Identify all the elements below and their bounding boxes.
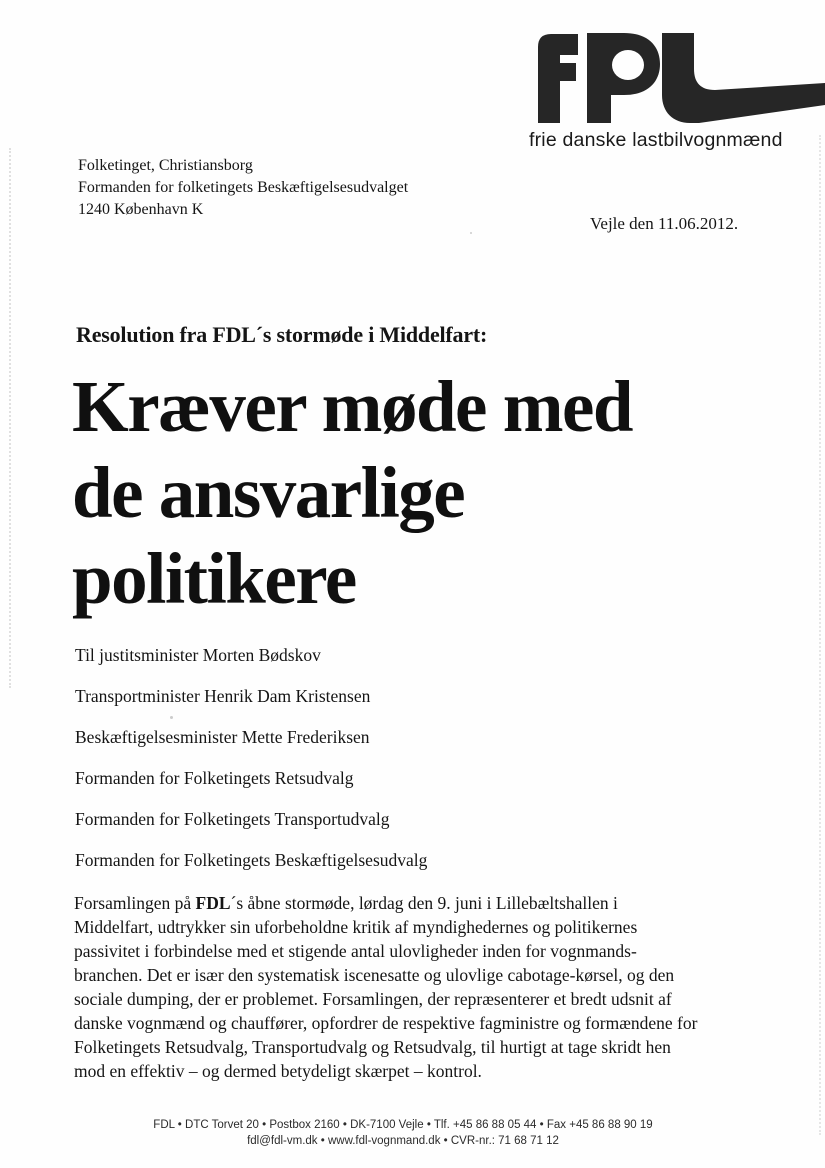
- fdl-logo: [527, 33, 825, 152]
- date-line: Vejle den 11.06.2012.: [590, 214, 739, 233]
- recipient-address-block: [78, 155, 408, 221]
- footer-line: FDL • DTC Torvet 20 • Postbox 2160 • DK-7100 Vejle • Tlf. +45 86 88 05 44 • Fax +45 86 88 90 19: [153, 1119, 653, 1131]
- main-headline: [72, 364, 632, 622]
- body-line: Middelfart, udtrykker sin uforbeholdne kritik af myndighedernes og politikernes: [74, 917, 638, 937]
- body-line: [74, 891, 804, 915]
- body-line: Folketingets Retsudvalg, Transportudvalg og Retsudvalg, til hurtigt at tage skridt hen: [74, 1037, 671, 1057]
- footer-line: fdl@fdl-vm.dk • www.fdl-vognmand.dk • CVR-nr.: 71 68 71 12: [247, 1135, 559, 1147]
- body-line: danske vognmænd og chauffører, opfordrer de respektive fagministre og formændene for: [74, 1013, 698, 1033]
- body-text-span: ´s åbne stormøde, lørdag den 9. juni i Lillebæltshallen i: [230, 893, 618, 913]
- headline-line: politikere: [72, 538, 356, 619]
- body-text-span: Forsamlingen på: [74, 893, 196, 913]
- addressee-line: Beskæftigelsesminister Mette Frederiksen: [75, 727, 370, 747]
- footer-contact-block: [0, 1117, 806, 1149]
- addressee-line: Til justitsminister Morten Bødskov: [75, 645, 321, 665]
- addressee-line: Formanden for Folketingets Retsudvalg: [75, 768, 354, 788]
- logo-tagline: frie danske lastbilvognmænd: [529, 129, 783, 151]
- fdl-logo-letters-icon: [527, 33, 825, 123]
- body-line: passivitet i forbindelse med et stigende antal ulovligheder inden for vognmands-: [74, 941, 637, 961]
- addressee-list: [75, 646, 427, 892]
- scan-artifact-left-edge: [9, 148, 11, 688]
- headline-line: Kræver møde med: [72, 366, 633, 447]
- headline-line: de ansvarlige: [72, 452, 465, 533]
- body-line: branchen. Det er især den systematisk iscenesatte og ulovlige cabotage-kørsel, og den: [74, 965, 675, 985]
- address-line: 1240 København K: [78, 201, 204, 218]
- scan-speck: [170, 716, 173, 719]
- fdl-bold-text: FDL: [195, 893, 231, 913]
- body-line: sociale dumping, der er problemet. Forsamlingen, der repræsenterer et bredt udsnit af: [74, 989, 672, 1009]
- addressee-line: Transportminister Henrik Dam Kristensen: [75, 686, 371, 706]
- address-line: Formanden for folketingets Beskæftigelsesudvalget: [78, 179, 409, 196]
- address-line: Folketinget, Christiansborg: [78, 157, 253, 174]
- scan-speck: [470, 232, 472, 234]
- scan-artifact-right-edge: [819, 135, 821, 1135]
- body-line: mod en effektiv – og dermed betydeligt skærpet – kontrol.: [74, 1061, 482, 1081]
- addressee-line: Formanden for Folketingets Transportudvalg: [75, 809, 390, 829]
- kicker-heading: Resolution fra FDL´s stormøde i Middelfart:: [76, 322, 488, 347]
- body-paragraph: [74, 891, 804, 1083]
- addressee-line: Formanden for Folketingets Beskæftigelsesudvalg: [75, 850, 428, 870]
